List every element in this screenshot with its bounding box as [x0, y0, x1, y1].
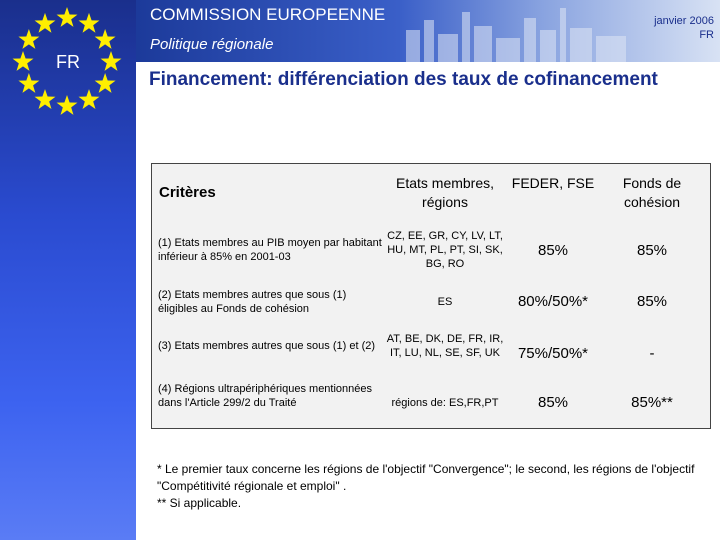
cofinancing-table [151, 163, 711, 429]
row-1-feder: 85% [537, 242, 569, 259]
flag-star-icon [57, 7, 78, 27]
column-header-feder: FEDER, FSE [511, 175, 595, 191]
column-header-cohesion: Fonds de cohésion [622, 175, 682, 210]
page-title: Financement: différenciation des taux de cofinancement [149, 69, 658, 90]
flag-star-icon [18, 29, 39, 49]
header-date-block [654, 14, 714, 42]
row-1-cohesion: 85% [636, 242, 668, 259]
flag-star-icon [79, 89, 100, 109]
flag-star-icon [57, 95, 78, 115]
row-1-criteria: (1) Etats membres au PIB moyen par habitant inférieur à 85% en 2001-03 [158, 237, 382, 263]
row-3-states: AT, BE, DK, DE, FR, IR, IT, LU, NL, SE, SF, UK [386, 333, 504, 359]
column-header-states: Etats membres, régions [395, 175, 495, 210]
row-2-cohesion: 85% [636, 293, 668, 310]
org-title: COMMISSION EUROPEENNE [150, 5, 386, 24]
flag-star-icon [95, 73, 116, 93]
row-4-criteria: (4) Régions ultrapériphériques mentionnées dans l'Article 299/2 du Traité [158, 383, 373, 409]
flag-star-icon [18, 73, 39, 93]
row-2-criteria: (2) Etats membres autres que sous (1) éligibles au Fonds de cohésion [158, 289, 347, 315]
row-4-cohesion: 85%** [631, 394, 673, 411]
footnote-1: * Le premier taux concerne les régions de l'objectif "Convergence"; le second, les régions de l'objectif "Compétitivité régionale et emploi" . [157, 462, 695, 493]
row-1-states: CZ, EE, GR, CY, LV, LT, HU, MT, PL, PT, SI, SK, BG, RO [387, 230, 503, 270]
flag-star-icon [35, 13, 56, 33]
row-3-criteria: (3) Etats membres autres que sous (1) et (2) [158, 340, 376, 352]
flag-language-label: FR [56, 52, 80, 72]
row-2-states: ES [437, 296, 453, 308]
header-date: janvier 2006 [654, 15, 714, 27]
row-3-cohesion: - [649, 345, 655, 362]
footnote-2: ** Si applicable. [157, 496, 242, 510]
row-3-feder: 75%/50%* [517, 345, 589, 362]
row-4-states: régions de: ES,FR,PT [391, 397, 499, 409]
row-2-feder: 80%/50%* [517, 293, 589, 310]
header-subtitle: Politique régionale [150, 36, 274, 53]
row-4-feder: 85% [537, 394, 569, 411]
skyline-image [396, 0, 636, 62]
footnotes [157, 461, 717, 512]
sidebar [0, 0, 136, 540]
flag-star-icon [79, 13, 100, 33]
column-header-criteria: Critères [159, 184, 216, 201]
flag-star-icon [95, 29, 116, 49]
flag-star-icon [35, 89, 56, 109]
header-lang: FR [699, 29, 714, 41]
